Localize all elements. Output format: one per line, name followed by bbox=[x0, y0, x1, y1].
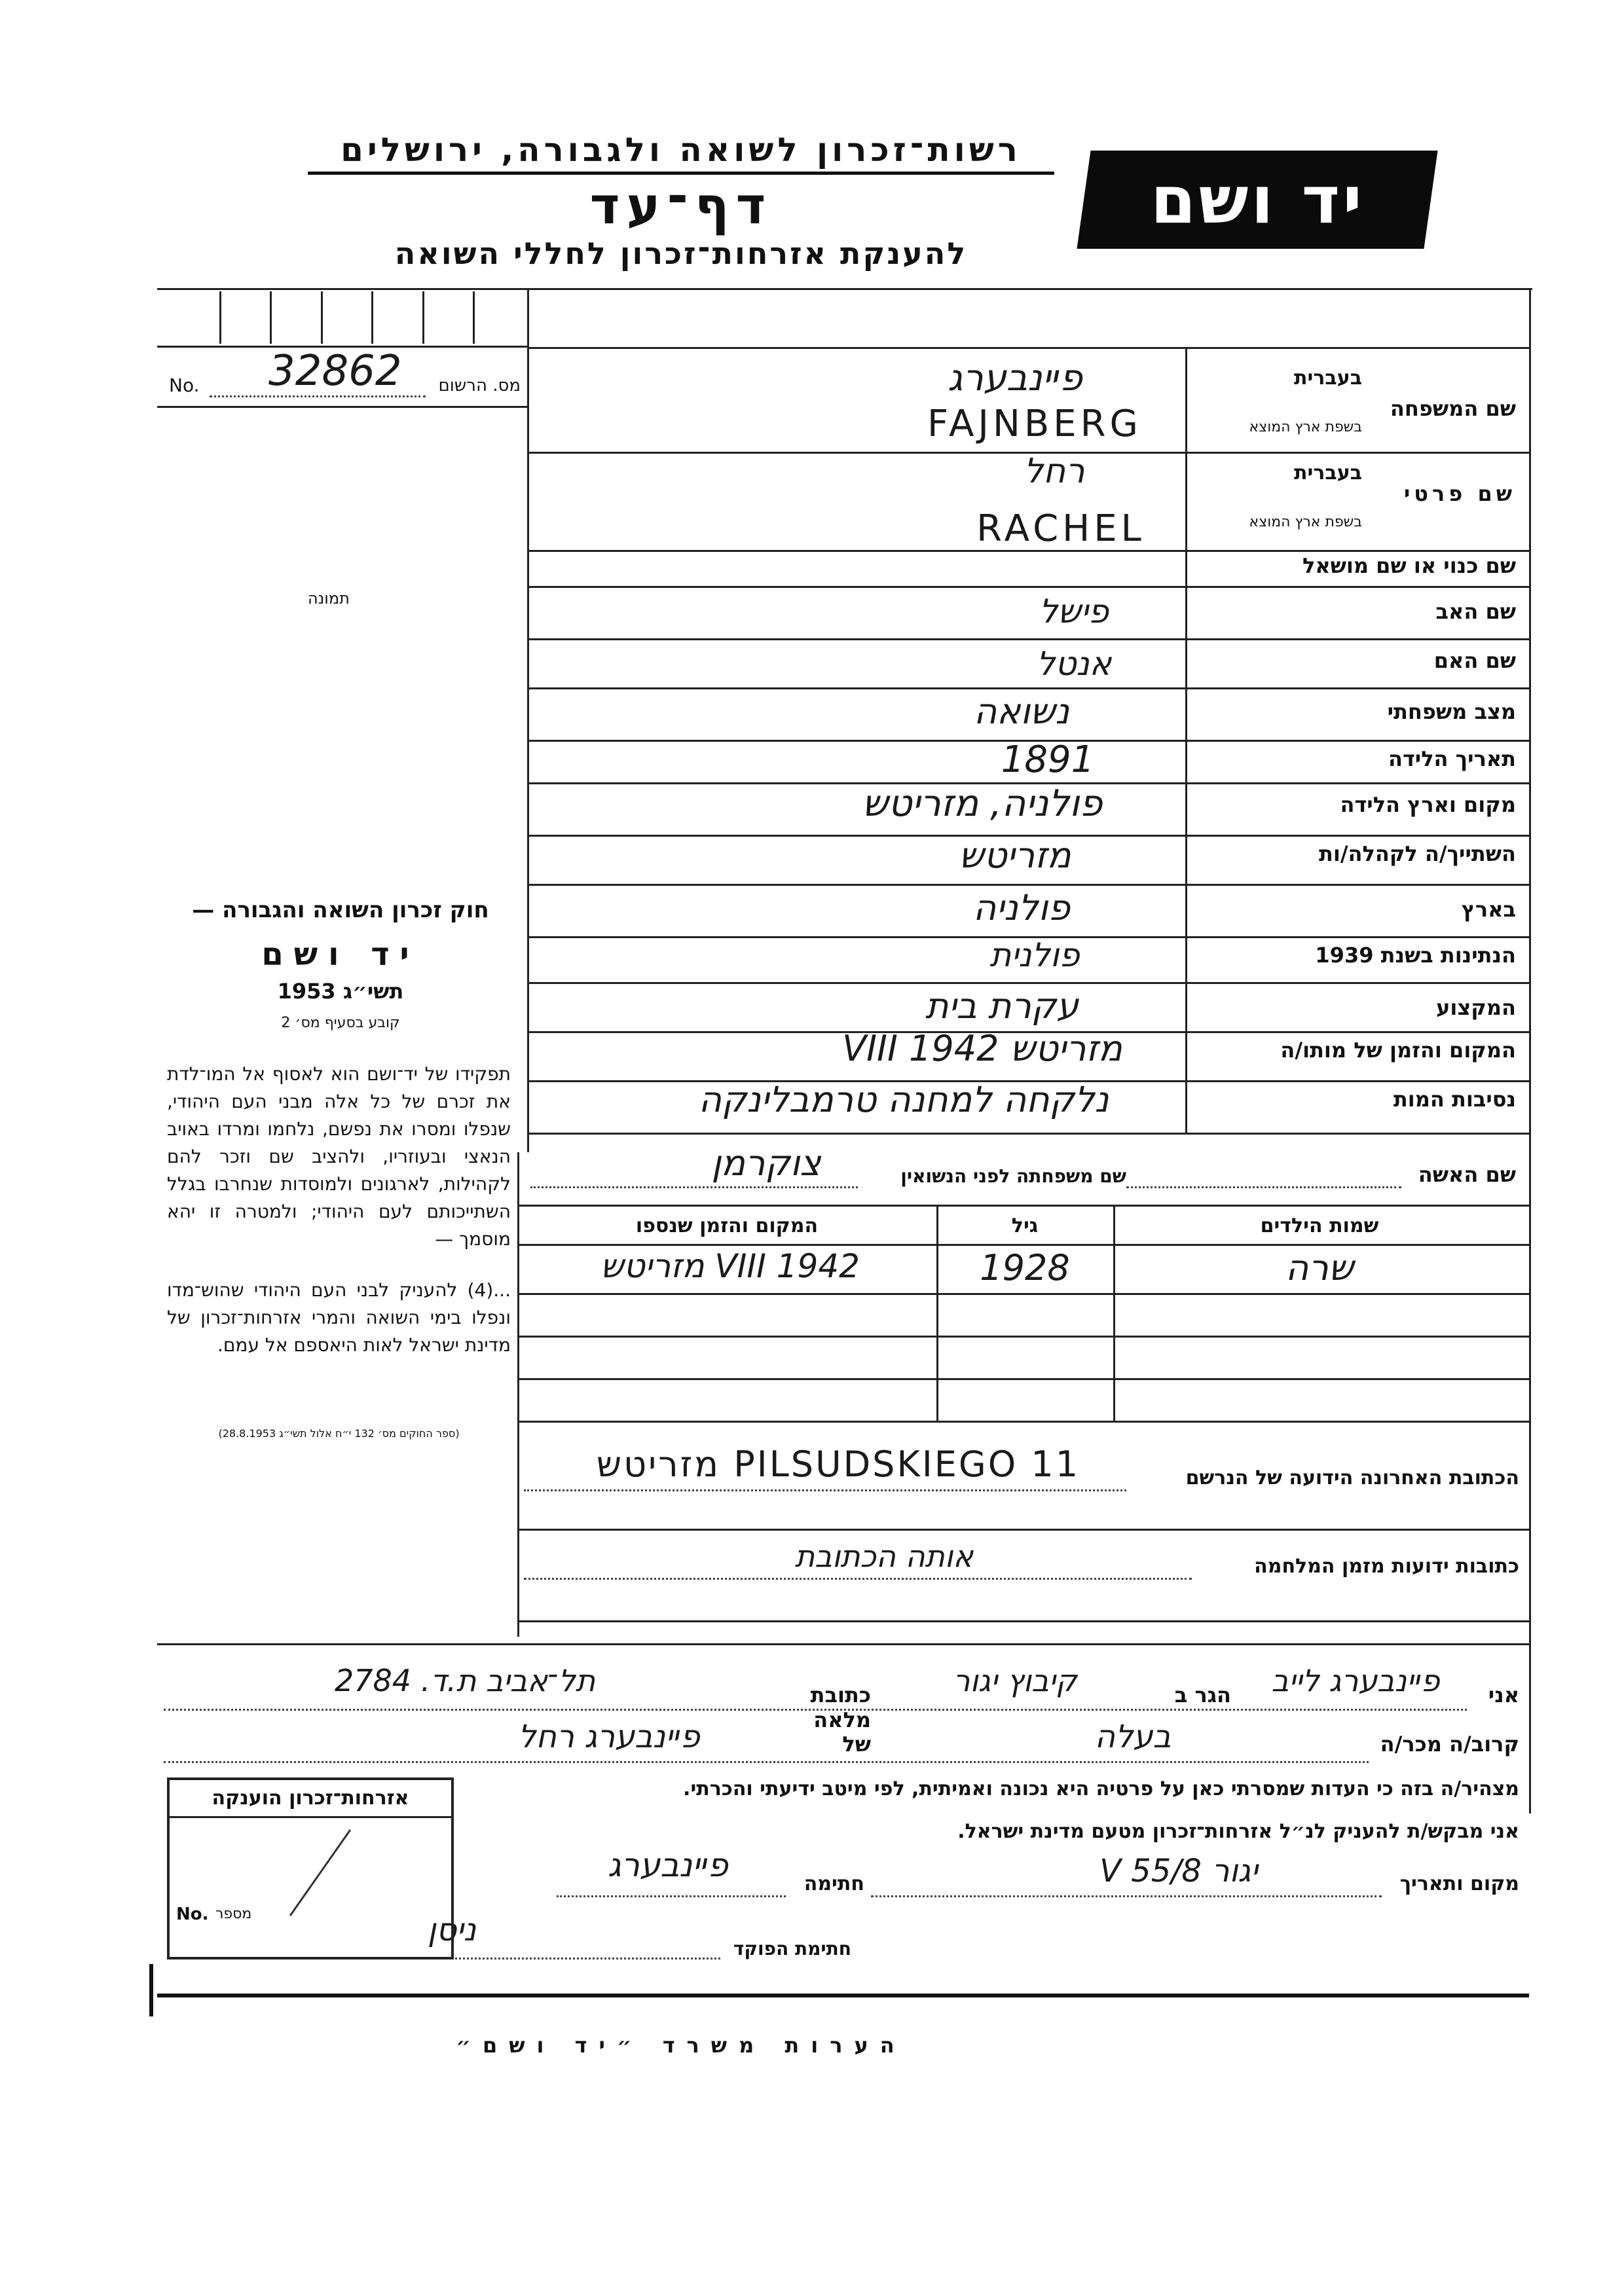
declarant-dots bbox=[164, 1709, 1467, 1711]
law-reference: (ספר החוקים מס׳ 132 י״ח אלול תשי״ג 28.8.1953) bbox=[218, 1427, 460, 1440]
fields-top-line bbox=[527, 347, 1529, 349]
declaration-request: אני מבקש/ת להעניק לנ״ל אזרחות־זכרון מטעם מדינת ישראל. bbox=[957, 1820, 1519, 1843]
children-row-line bbox=[517, 1336, 1529, 1338]
children-col-divider bbox=[936, 1205, 938, 1421]
row-line bbox=[527, 550, 1529, 552]
law-text-2: ...(4) להעניק לבני העם היהודי שהוש־מדו ונפלו בימי השואה והמרי אזרחות־זכרון של מדינת ישראל לאות היאספם אל עמם. bbox=[167, 1279, 511, 1356]
row-line bbox=[527, 884, 1529, 886]
footer-thick-line bbox=[157, 1994, 1529, 1997]
row-line bbox=[527, 638, 1529, 640]
first-name-origin: RACHEL bbox=[976, 507, 1145, 550]
row-line bbox=[527, 1133, 1529, 1135]
profession-label: המקצוע bbox=[1436, 995, 1516, 1020]
family-name-label: שם המשפחה bbox=[1390, 396, 1516, 421]
law-text-1: תפקידו של יד־ושם הוא לאסוף אל המו־לדת את זכרם של כל אלה מבני העם היהודי, שנפלו ומסרו את נפשם, נלחמו ומרדו באויב הנאצי ובעוזריו, ולהציב שם וזכר להם לקהילות, לארגונים ולמוסדות שנחרבו בגלל השתייכותם לעם היהודי; ולמטרה זו יהא מוסמך — bbox=[167, 1063, 511, 1250]
spouse-label: שם האשה bbox=[1418, 1162, 1516, 1187]
relative-label: קרוב/ה מכר/ה bbox=[1380, 1732, 1519, 1757]
community-label: השתייך/ה לקהלה/ות bbox=[1318, 841, 1516, 866]
left-column-divider bbox=[517, 1152, 519, 1637]
child-place: VIII 1942 מזריטש bbox=[600, 1247, 860, 1285]
spouse-row-line bbox=[517, 1205, 1529, 1207]
declarant-address-value: תל־אביב ת.ד. 2784 bbox=[334, 1663, 596, 1698]
death-circumstances-label: נסיבות המות bbox=[1393, 1087, 1516, 1112]
declarant-address-label: כתובת מלאה bbox=[810, 1683, 871, 1732]
last-address-dots bbox=[524, 1489, 1126, 1491]
middle-divider bbox=[527, 288, 529, 1152]
first-name-hebrew: רחל bbox=[1024, 452, 1085, 491]
law-title: חוק זכרון השואה והגבורה — bbox=[192, 897, 489, 923]
first-name-label: שם פרטי bbox=[1403, 481, 1516, 506]
citizenship-box-no-label: No. bbox=[176, 1904, 209, 1924]
spouse-value: צוקרמן bbox=[711, 1142, 821, 1184]
registration-boxes bbox=[170, 291, 524, 344]
nickname-label: שם כנוי או שם מושאל bbox=[1302, 553, 1516, 578]
war-address-value: אותה הכתובת bbox=[794, 1539, 974, 1574]
relative-value: בעלה bbox=[1094, 1719, 1172, 1755]
place-date-label: מקום ותאריך bbox=[1399, 1872, 1519, 1895]
child-name: שרה bbox=[1285, 1247, 1354, 1288]
mother-label: שם האם bbox=[1433, 648, 1516, 673]
family-name-hebrew-sub: בעברית bbox=[1294, 367, 1362, 390]
yad-vashem-logo bbox=[1077, 151, 1437, 249]
form-title: דף־עד bbox=[589, 177, 773, 236]
children-age-header: גיל bbox=[1011, 1214, 1039, 1237]
citizenship-box-mark bbox=[289, 1829, 351, 1916]
birth-date-label: תאריך הלידה bbox=[1388, 746, 1516, 771]
registration-label: מס. הרשום bbox=[438, 376, 521, 395]
community-value: מזריטש bbox=[959, 835, 1071, 876]
profession-value: עקרת בית bbox=[925, 985, 1079, 1027]
footer-left-edge bbox=[149, 1964, 153, 2016]
country-value: פולניה bbox=[972, 887, 1071, 928]
place-date-value: יגור 8/V 55 bbox=[1099, 1853, 1258, 1889]
birth-place-value: פולניה, מזריטש bbox=[862, 782, 1103, 825]
children-place-header: המקום והזמן שנספו bbox=[635, 1214, 819, 1237]
spouse-maiden-dots bbox=[530, 1186, 858, 1188]
citizenship-value: פולנית bbox=[989, 936, 1080, 974]
signature-dots bbox=[557, 1895, 786, 1897]
law-name: יד ושם bbox=[261, 936, 420, 973]
last-address-label: הכתובת האחרונה הידועה של הנרשם bbox=[1185, 1467, 1519, 1489]
children-col-divider bbox=[1113, 1205, 1115, 1421]
row-line bbox=[527, 687, 1529, 689]
address-line bbox=[517, 1620, 1529, 1622]
country-label: בארץ bbox=[1461, 897, 1516, 922]
child-age: 1928 bbox=[980, 1247, 1070, 1288]
relative-dots bbox=[164, 1761, 1369, 1763]
citizenship-box-title: אזרחות־זכרון הוענקה bbox=[170, 1780, 451, 1818]
registration-number: 32862 bbox=[268, 347, 402, 395]
section-line bbox=[157, 1643, 1529, 1645]
photo-label: תמונה bbox=[308, 589, 350, 608]
registration-underline bbox=[157, 406, 527, 408]
children-row-line bbox=[517, 1421, 1529, 1423]
top-border bbox=[157, 288, 1532, 290]
declaration-statement: מצהיר/ה בזה כי העדות שמסרתי כאן על פרטיה היא נכונה ואמיתית, לפי מיטב ידיעתי והכרתי. bbox=[683, 1777, 1519, 1800]
citizenship-label: הנתינות בשנת 1939 bbox=[1315, 943, 1516, 968]
remarks-label: הערות משרד ״יד ושם״ bbox=[456, 2033, 906, 2058]
form-subtitle: להענקת אזרחות־זכרון לחללי השואה bbox=[394, 236, 968, 271]
declarant-name: פײנבערג לייב bbox=[1271, 1663, 1440, 1698]
father-label: שם האב bbox=[1435, 599, 1516, 624]
citizenship-box-number-label: מספר bbox=[215, 1906, 252, 1922]
logo-text: יד ושם bbox=[1150, 161, 1365, 238]
declarant-lives-value: קיבוץ יגור bbox=[953, 1663, 1077, 1698]
row-line bbox=[527, 586, 1529, 588]
declarant-lives-label: הגר ב bbox=[1174, 1683, 1231, 1707]
declarant-i-label: אני bbox=[1488, 1683, 1519, 1707]
right-border bbox=[1529, 288, 1531, 1813]
first-name-origin-sub: בשפת ארץ המוצא bbox=[1249, 514, 1362, 530]
children-row-line bbox=[517, 1293, 1529, 1295]
family-name-origin-sub: בשפת ארץ המוצא bbox=[1249, 419, 1362, 435]
registration-dots bbox=[210, 395, 426, 397]
signature-label: חתימה bbox=[803, 1872, 864, 1895]
law-clause: קובע בסעיף מס׳ 2 bbox=[281, 1015, 400, 1031]
citizenship-granted-box bbox=[167, 1777, 454, 1959]
war-address-label: כתובות ידועות מזמן המלחמה bbox=[1254, 1555, 1519, 1578]
death-circumstances-value: נלקחה למחנה טרמבלינקה bbox=[698, 1079, 1109, 1120]
relative-of-label: של bbox=[842, 1732, 871, 1757]
relative-of-value: פײנבערג רחל bbox=[518, 1719, 700, 1755]
row-line bbox=[527, 982, 1529, 984]
officer-signature-label: חתימת הפוקד bbox=[733, 1938, 851, 1959]
mother-value: אנטל bbox=[1036, 645, 1112, 683]
birth-date-value: 1891 bbox=[1001, 738, 1095, 781]
spouse-dots bbox=[1126, 1186, 1401, 1188]
place-date-dots bbox=[871, 1895, 1382, 1897]
signature-value: פײנבערג bbox=[608, 1846, 728, 1884]
family-name-hebrew: פײנבערג bbox=[948, 357, 1082, 399]
registration-no-label: No. bbox=[169, 374, 200, 396]
family-name-origin: FAJNBERG bbox=[927, 403, 1142, 445]
law-year: תשי״ג 1953 bbox=[277, 979, 404, 1004]
death-place-label: המקום והזמן של מותו/ה bbox=[1280, 1038, 1516, 1063]
birth-place-label: מקום וארץ הלידה bbox=[1340, 792, 1516, 817]
officer-signature-value: ניסן bbox=[427, 1912, 477, 1948]
children-header-line bbox=[517, 1244, 1529, 1246]
spouse-maiden-label: שם משפחתה לפני הנשואין bbox=[900, 1165, 1126, 1187]
death-place-value: מזריטש VIII 1942 bbox=[842, 1028, 1122, 1069]
first-name-hebrew-sub: בעברית bbox=[1294, 462, 1362, 484]
children-names-header: שמות הילדים bbox=[1260, 1214, 1379, 1237]
authority-title: רשות־זכרון לשואה ולגבורה, ירושלים bbox=[308, 131, 1054, 175]
marital-label: מצב משפחתי bbox=[1387, 699, 1516, 724]
children-row-line bbox=[517, 1378, 1529, 1380]
father-value: פישל bbox=[1039, 592, 1109, 630]
marital-value: נשואה bbox=[974, 691, 1069, 732]
war-address-dots bbox=[524, 1578, 1192, 1580]
address-line bbox=[517, 1529, 1529, 1531]
last-address-value: PILSUDSKIEGO 11 מזריטש bbox=[596, 1444, 1080, 1485]
